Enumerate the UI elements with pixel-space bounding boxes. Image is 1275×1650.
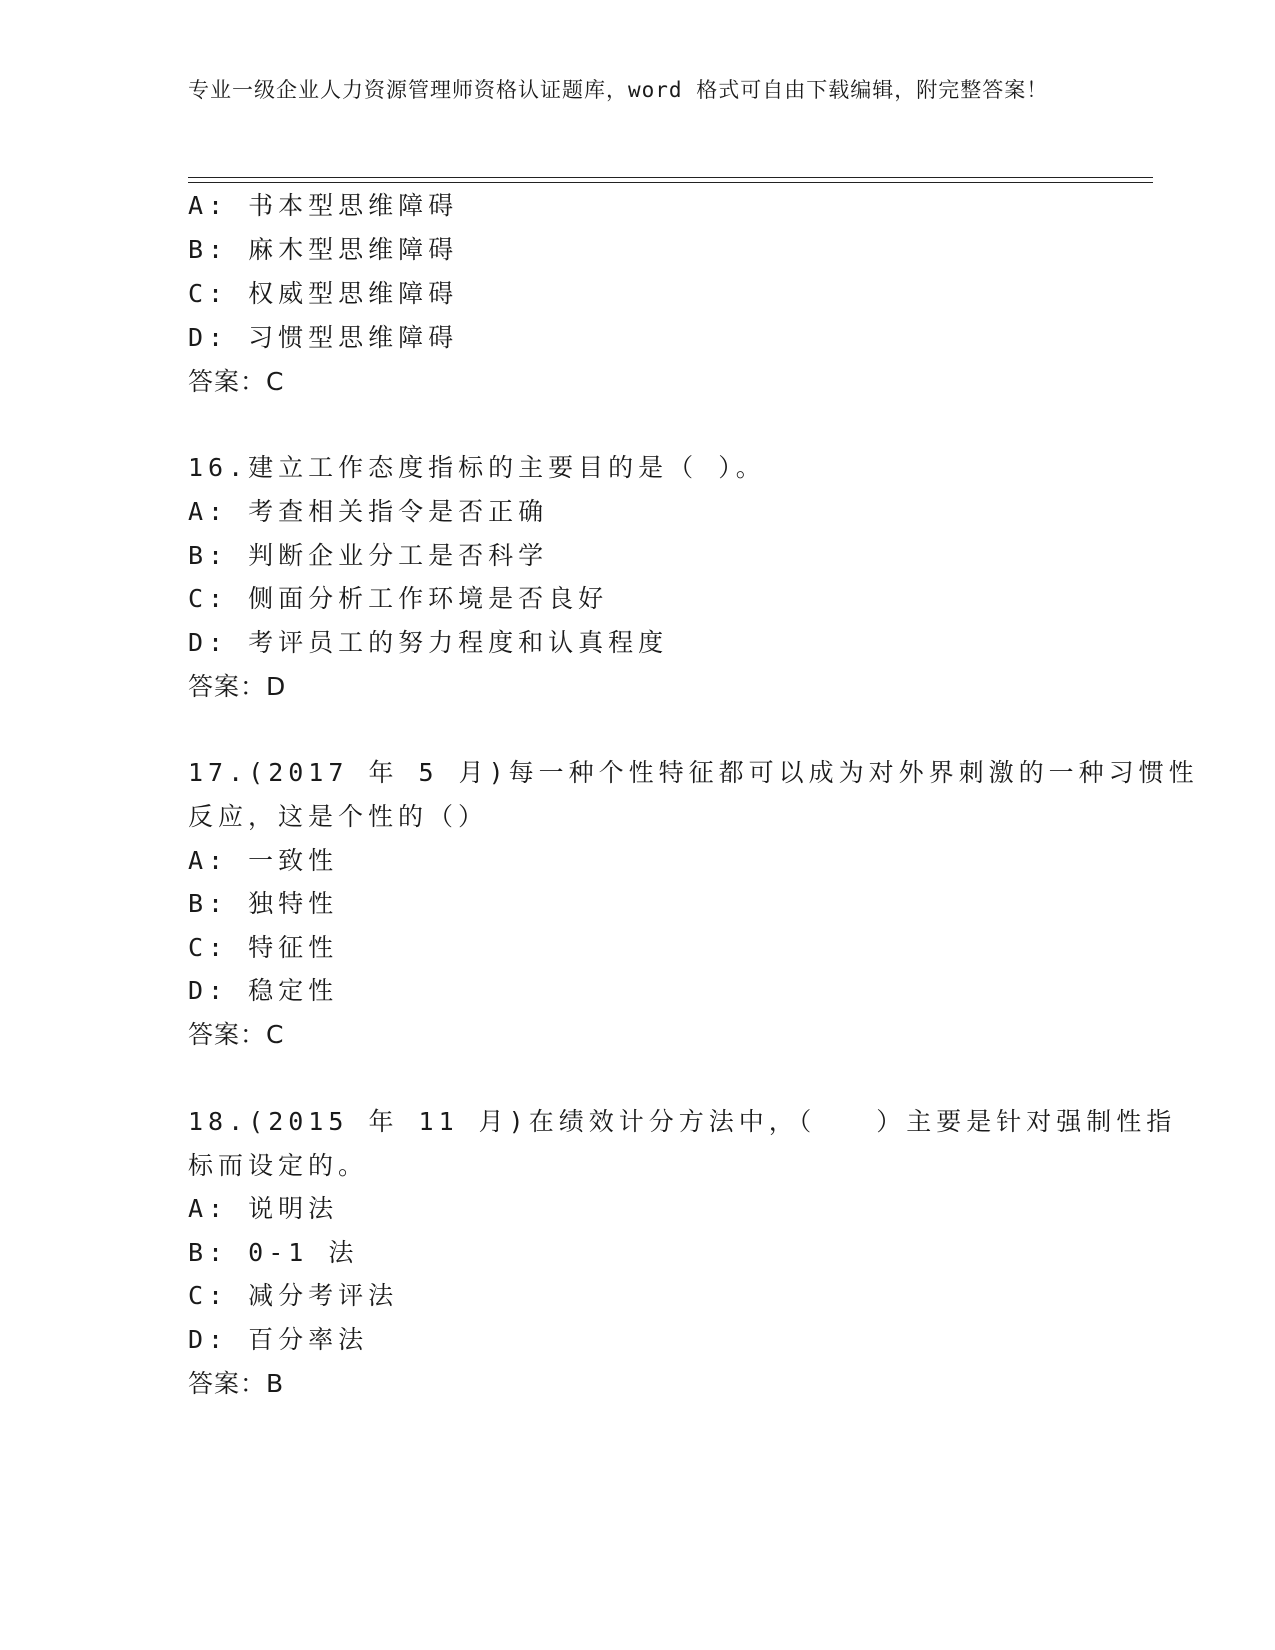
- q18-stem-line1: 18.(2015 年 11 月)在绩效计分方法中，（ ）主要是针对强制性指: [188, 1107, 1177, 1136]
- q17-option-a: A: 一致性: [188, 846, 339, 875]
- header-divider-top: [188, 177, 1153, 178]
- document-header: 专业一级企业人力资源管理师资格认证题库，word 格式可自由下载编辑，附完整答案！: [188, 78, 1049, 102]
- q16-answer: 答案：D: [188, 672, 287, 701]
- q15-option-d: D: 习惯型思维障碍: [188, 323, 459, 352]
- q18-stem-line2: 标而设定的。: [188, 1151, 369, 1180]
- q16-option-c: C: 侧面分析工作环境是否良好: [188, 584, 609, 613]
- q17-stem-line2: 反应，这是个性的（）: [188, 802, 489, 831]
- q17-option-d: D: 稳定性: [188, 976, 339, 1005]
- q17-option-b: B: 独特性: [188, 889, 339, 918]
- q18-option-b: B: 0-1 法: [188, 1238, 359, 1267]
- q17-stem-line1: 17.(2017 年 5 月)每一种个性特征都可以成为对外界刺激的一种习惯性: [188, 758, 1199, 787]
- q18-option-c: C: 减分考评法: [188, 1281, 399, 1310]
- q16-option-b: B: 判断企业分工是否科学: [188, 541, 549, 570]
- q18-answer: 答案：B: [188, 1369, 285, 1398]
- header-divider-bottom: [188, 182, 1153, 183]
- q16-option-a: A: 考查相关指令是否正确: [188, 497, 549, 526]
- q16-option-d: D: 考评员工的努力程度和认真程度: [188, 628, 669, 657]
- q15-option-c: C: 权威型思维障碍: [188, 279, 459, 308]
- q17-option-c: C: 特征性: [188, 933, 339, 962]
- q15-option-a: A: 书本型思维障碍: [188, 191, 459, 220]
- q18-option-d: D: 百分率法: [188, 1325, 369, 1354]
- q15-answer: 答案：C: [188, 367, 285, 396]
- q18-option-a: A: 说明法: [188, 1194, 339, 1223]
- q15-option-b: B: 麻木型思维障碍: [188, 235, 459, 264]
- q17-answer: 答案：C: [188, 1020, 285, 1049]
- q16-stem: 16.建立工作态度指标的主要目的是（ ）。: [188, 453, 766, 482]
